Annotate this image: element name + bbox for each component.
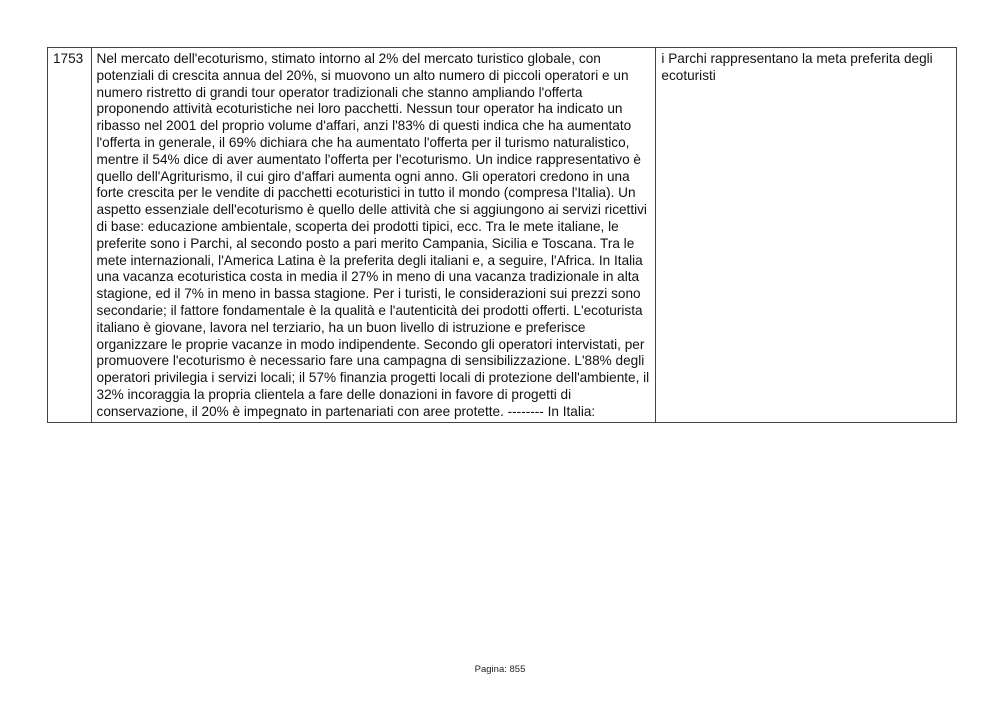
record-table — [47, 47, 957, 423]
record-note-cell: i Parchi rappresentano la meta preferita degli ecoturisti — [656, 48, 957, 423]
page-number: Pagina: 855 — [474, 664, 526, 675]
record-id-cell: 1753 — [48, 48, 92, 423]
record-text-cell: Nel mercato dell'ecoturismo, stimato intorno al 2% del mercato turistico globale, con potenziali di crescita annua del 20%, si muovono un alto numero di piccoli operatori e un numero ristretto di grandi tour operator tradizionali che stanno ampliando l'offerta proponendo attività ecoturistiche nei loro pacchetti. Nessun tour operator ha indicato un ribasso nel 2001 del proprio volume d'affari, anzi l'83% di questi indica che ha aumentato l'offerta in generale, il 69% dichiara che ha aumentato l'offerta per il turismo naturalistico, mentre il 54% dice di aver aumentato l'offerta per l'ecoturismo. Un indice rappresentativo è quello dell'Agriturismo, il cui giro d'affari aumenta ogni anno. Gli operatori credono in una forte crescita per le vendite di pacchetti ecoturistici in tutto il mondo (compresa l'Italia). Un aspetto essenziale dell'ecoturismo è quello delle attività che si aggiungono ai servizi ricettivi di base: educazione ambientale, scoperta dei prodotti tipici, ecc. Tra le mete italiane, le preferite sono i Parchi, al secondo posto a pari merito Campania, Sicilia e Toscana. Tra le mete internazionali, l'America Latina è la preferita degli italiani e, a seguire, l'Africa. In Italia una vacanza ecoturistica costa in media il 27% in meno di una vacanza tradizionale in alta stagione, ed il 7% in meno in bassa stagione. Per i turisti, le considerazioni sui prezzi sono secondarie; il fattore fondamentale è la qualità e l'autenticità dei prodotti offerti. L'ecoturista italiano è giovane, lavora nel terziario, ha un buon livello di istruzione e preferisce organizzare le proprie vacanze in modo indipendente. Secondo gli operatori intervistati, per promuovere l'ecoturismo è necessario fare una campagna di sensibilizzazione. L'88% degli operatori privilegia i servizi locali; il 57% finanzia progetti locali di protezione dell'ambiente, il 32% incoraggia la propria clientela a fare delle donazioni in favore di progetti di conservazione, il 20% è impegnato in partenariati con aree protette. -------- In Italia: — [91, 48, 656, 423]
table-row — [48, 48, 957, 423]
